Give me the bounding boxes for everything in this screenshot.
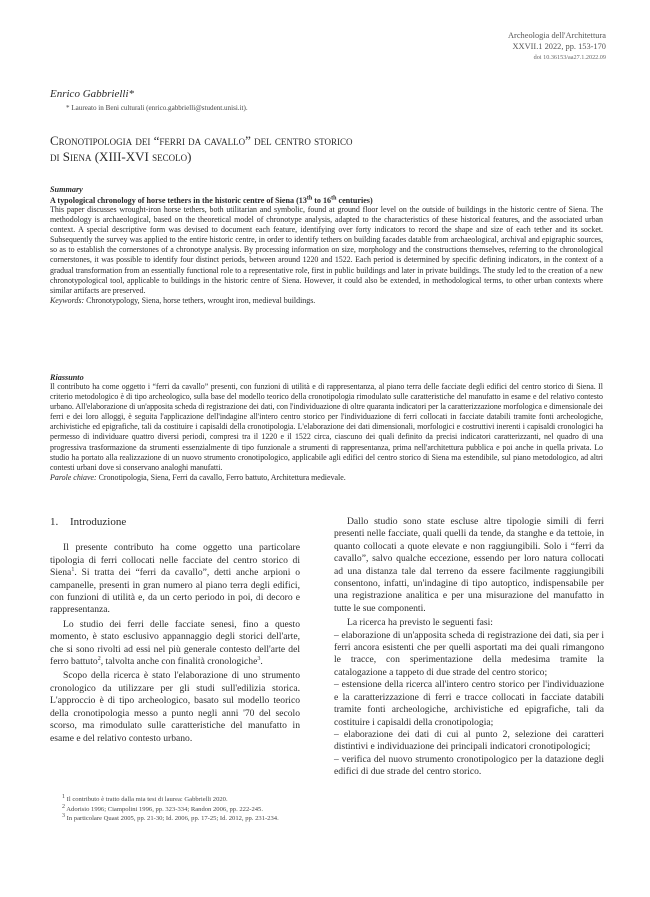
riassunto-keywords: Parole chiave: Cronotipologia, Siena, Ferri da cavallo, Ferro battuto, Architettura medievale. — [50, 472, 346, 482]
article-title — [50, 133, 610, 165]
footnote-1: $^1$ Il contributo è tratto dalla mia tesi di laurea: Gabbrielli 2020. — [62, 793, 228, 803]
keywords-label: Keywords: — [50, 295, 85, 305]
intro-paragraph-1: Il presente contributo ha come oggetto una particolare tipologia di ferri collocati nelle facciate del centro storico di Siena$^1$. Si tratta dei “ferri da cavallo”, detti anche arpioni o campanelle, presenti in gran numero al piano terra degli edifici, con funzioni di utilità e, da un certo periodo in poi, di decoro e rappresentanza. — [50, 542, 300, 616]
journal-volume: XXVII.1 2022, pp. 153-170 — [512, 42, 606, 51]
summary-section — [50, 185, 603, 306]
list-item: – verifica del nuovo strumento cronotipologico per la datazione degli edifici di due strade del centro storico. — [334, 753, 604, 778]
footnote-2: $^2$ Adorisio 1996; Ciampolini 1996, pp. 323-334; Randon 2006, pp. 222-245. — [62, 803, 264, 813]
right-column — [334, 516, 604, 779]
list-item: – elaborazione dei dati di cui al punto 2, selezione dei caratteri distintivi e individuazione dei principali indicatori cronotipologici; — [334, 728, 604, 753]
author-affiliation: * Laureato in Beni culturali (enrico.gabbrielli@student.unisi.it). — [66, 104, 248, 112]
list-item: – estensione della ricerca all'intero centro storico per l'individuazione e la caratterizzazione di ferri e tracce collocati in facciate databili tramite fonti archeologiche, archivistiche ed epigrafiche, tali da costituire i capisaldi della cronotipologia; — [334, 679, 604, 728]
section-heading-introduzione — [50, 516, 300, 528]
summary-title: A typological chronology of horse tethers in the historic centre of Siena (13th to 16th centuries) — [50, 195, 373, 205]
footnote-3: $^3$ In particolare Quast 2005, pp. 21-30; Id. 2006, pp. 17-25; Id. 2012, pp. 231-234. — [62, 812, 279, 822]
intro-paragraph-2: Lo studio dei ferri delle facciate senesi, fino a questo momento, è stato esclusivo appannaggio degli storici dell'arte, che si sono rivolti ad essi nel più generale contesto dell'arte del ferro battuto$^2$, talvolta anche con finalità cronologiche$^3$. — [50, 618, 300, 668]
summary-heading: Summary — [50, 185, 83, 194]
left-column — [50, 516, 300, 745]
intro-paragraph-3: Scopo della ricerca è stato l'elaborazione di uno strumento cronologico da utilizzare per gli studi sull'edilizia storica. L'approccio è di tipo archeologico, basato sul modello teorico della cronotipologia messo a punto negli anni '70 del secolo scorso, ma rimodulato sulle caratteristiche del manufatto in esame e del relativo contesto urbano. — [50, 670, 300, 744]
journal-header — [508, 30, 606, 63]
riassunto-text: Il contributo ha come oggetto i “ferri da cavallo” presenti, con funzioni di utilità e di rappresentanza, al piano terra delle facciate degli edifici del centro storico di Siena. Il criterio metodologico è di tipo archeologico, sulla base del modello teorico della cronotipologia rimodulato sulle caratteristiche del manufatto in esame e del relativo contesto urbano. All'elaborazione di un'apposita scheda di registrazione dei dati, con l'individuazione di oltre quaranta indicatori per la caratterizzazione morfologica e dimensionale dei ferri e dei loro alloggi, è seguita l'applicazione dell'indagine all'intero centro storico per l'individuazione di ferri collocati in facciate databili tramite fonti archeologiche, archivistiche ed epigrafiche, tali da costituire i capisaldi della cronotipologia. L'elaborazione dei dati dimensionali, morfologici e costruttivi inerenti i capisaldi cronologici ha permesso di individuare quattro diversi periodi, compresi tra il 1220 e il 1522 circa, ciascuno dei quali definito da precisi indicatori caratterizzanti, nel quadro di una progressiva trasformazione da strumenti essenzialmente di tipo funzionale a strumenti di rappresentanza, prima nell'architettura pubblica e poi anche in quella privata. Lo studio ha portato alla realizzazione di un nuovo strumento cronotipologico, applicabile agli edifici del centro storico di Siena ma estendibile, sul piano metodologico, ad altri contesti urbani dove si conservano analoghi manufatti. — [50, 382, 603, 472]
intro-paragraph-5: La ricerca ha previsto le seguenti fasi: — [347, 617, 493, 629]
summary-keywords: Keywords: Chronotypology, Siena, horse tethers, wrought iron, medieval buildings. — [50, 295, 316, 305]
phases-list — [334, 630, 604, 779]
summary-text: This paper discusses wrought-iron horse tethers, both utilitarian and symbolic, found at ground floor level on the outside of buildings in the historic centre of Siena. The methodology is archaeological, based on the theoretical model of chronotype analysis, adapted to the characteristics of these historical features, and the associated urban context. A special descriptive form was devised to document each feature, identifying over forty indicators to record the shape and size of each tether and its socket. Subsequently the survey was applied to the entire historic centre, in order to identify tethers on building facades datable from archaeological, archival and epigraphic sources, so as to establish the cornerstones of a chronotype analysis. By processing information on size, morphology and the constructions themselves, referring to the chronological cornerstones, it was possible to identify four distinct periods, between around 1220 and 1522. Each period is determined by specific defining indicators, in the context of a gradual transformation from an essentially functional role to a representative role, first in public buildings and later in private buildings. The study led to the creation of a new chronotypological tool, applicable to buildings in the historic centre of Siena. However, it could also be extended, in methodological terms, to other urban contexts where similar artifacts are preserved. — [50, 205, 603, 295]
journal-name: Archeologia dell'Architettura — [507, 31, 606, 40]
article-title-line-2: di Siena (XIII-XVI secolo) — [50, 149, 192, 164]
article-title-line-1: Cronotipologia dei “ferri da cavallo” del centro storico — [50, 133, 353, 148]
riassunto-section — [50, 373, 603, 483]
riassunto-heading: Riassunto — [50, 373, 84, 382]
journal-doi: doi 10.36153/aa27.1.2022.09 — [533, 54, 606, 61]
author-name: Enrico Gabbrielli* — [50, 88, 135, 100]
intro-paragraph-4: Dallo studio sono state escluse altre tipologie simili di ferri presenti nelle facciate, quali quelli da tende, da stanghe e da tettoie, in quanto collocati a quote elevate e non raggiungibili. Solo i “ferri da cavallo”, salvo qualche eccezione, essendo per loro natura collocati ad una distanza tale dal terreno da essere facilmente raggiungibili consentono, infatti, un'indagine di tipo autoptico, indispensabile per una registrazione analitica e per una misurazione del manufatto in tutte le sue componenti. — [334, 516, 604, 614]
section-title: Introduzione — [70, 516, 127, 528]
footnotes — [50, 793, 300, 825]
section-number: 1. — [50, 516, 59, 528]
list-item: – elaborazione di un'apposita scheda di registrazione dei dati, sia per i ferri ancora esistenti che per quelli asportati ma dei quali rimangono le tracce, con sperimentazione della medesima tramite la catalogazione a tappeto di due strade del centro storico; — [334, 629, 604, 678]
parole-chiave-label: Parole chiave: — [50, 472, 97, 482]
